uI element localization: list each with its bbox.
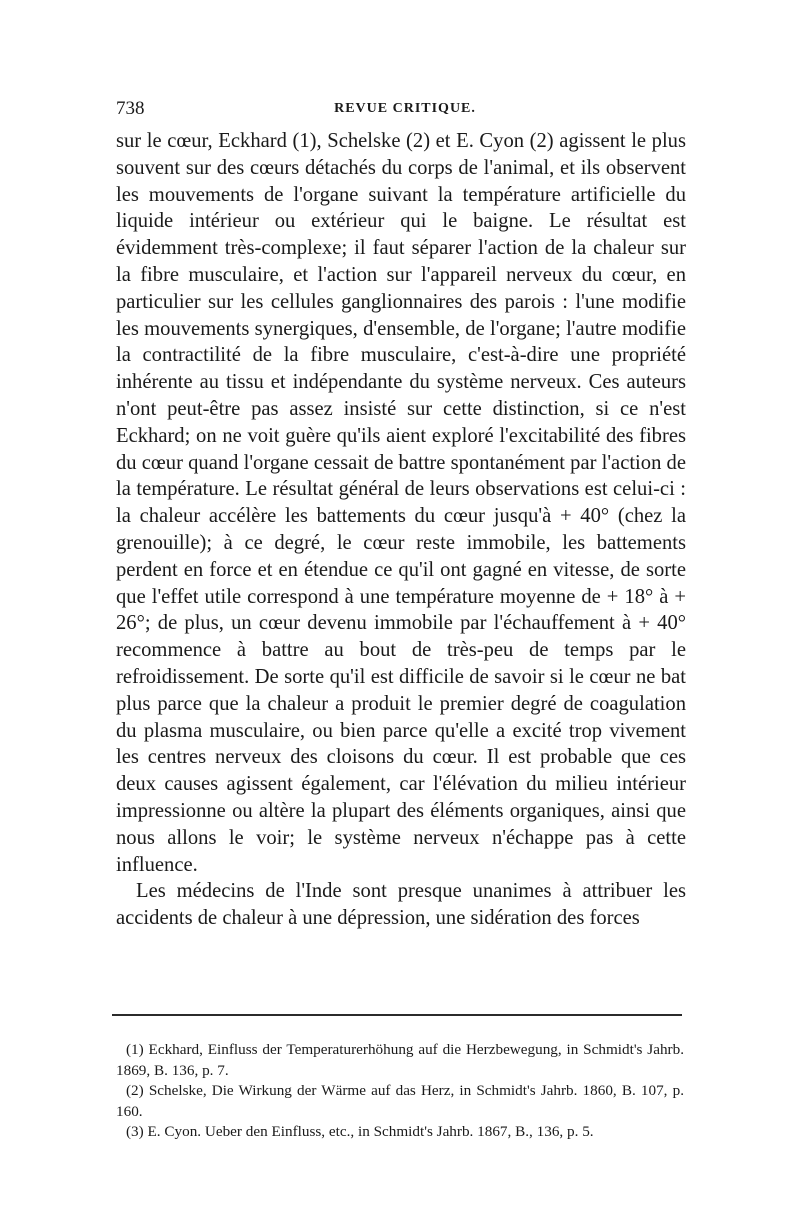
- paragraph: sur le cœur, Eckhard (1), Schelske (2) et E. Cyon (2) agissent le plus souvent sur des cœurs détachés du corps de l'animal, et ils observent les mouvements de l'organe suivant la température artificielle du liquide intérieur ou extérieur qui le baigne. Le résultat est évidemment très-complexe; il faut séparer l'action de la chaleur sur la fibre musculaire, et l'action sur l'appareil nerveux du cœur, en particulier sur les cellules ganglionnaires des parois : l'une modifie les mouvements synergiques, d'ensemble, de l'organe; l'autre modifie la contractilité de la fibre musculaire, c'est-à-dire une propriété inhérente au tissu et indépendante du système nerveux. Ces auteurs n'ont peut-être pas assez insisté sur cette distinction, si ce n'est Eckhard; on ne voit guère qu'ils aient exploré l'excitabilité des fibres du cœur quand l'organe cessait de battre spontanément par l'action de la température. Le résultat général de leurs observations est celui-ci : la chaleur accélère les battements du cœur jusqu'à + 40° (chez la grenouille); à ce degré, le cœur reste immobile, les battements perdent en force et en étendue ce qu'il ont gagné en vitesse, de sorte que l'effet utile correspond à une température moyenne de + 18° à + 26°; de plus, un cœur devenu immobile par l'échauffement à + 40° recommence à battre au bout de très-peu de temps par le refroidissement. De sorte qu'il est difficile de savoir si le cœur ne bat plus parce que la chaleur a produit le premier degré de coagulation du plasma musculaire, ou bien parce qu'elle a excité trop vivement les centres nerveux des cloisons du cœur. Il est probable que ces deux causes agissent également, car l'élévation du milieu intérieur impressionne ou altère la plupart des éléments organiques, ainsi que nous allons le voir; le système nerveux n'échappe pas à cette influence.: [116, 130, 686, 876]
- paragraph: Les médecins de l'Inde sont presque unanimes à attribuer les accidents de chaleur à une dépression, une sidération des forces: [116, 880, 686, 930]
- footnotes: [116, 1040, 684, 1143]
- running-head: REVUE CRITIQUE.: [334, 101, 476, 116]
- body-text: [116, 128, 686, 932]
- footnote: (2) Schelske, Die Wirkung der Wärme auf das Herz, in Schmidt's Jahrb. 1860, B. 107, p. 160.: [116, 1082, 684, 1120]
- footnote: (1) Eckhard, Einfluss der Temperaturerhöhung auf die Herzbewegung, in Schmidt's Jahrb. 1869, B. 136, p. 7.: [116, 1041, 684, 1079]
- page-header: [116, 98, 684, 124]
- footnote-divider: [112, 1014, 682, 1016]
- footnote: (3) E. Cyon. Ueber den Einfluss, etc., in Schmidt's Jahrb. 1867, B., 136, p. 5.: [126, 1123, 594, 1140]
- page-number: 738: [116, 98, 145, 119]
